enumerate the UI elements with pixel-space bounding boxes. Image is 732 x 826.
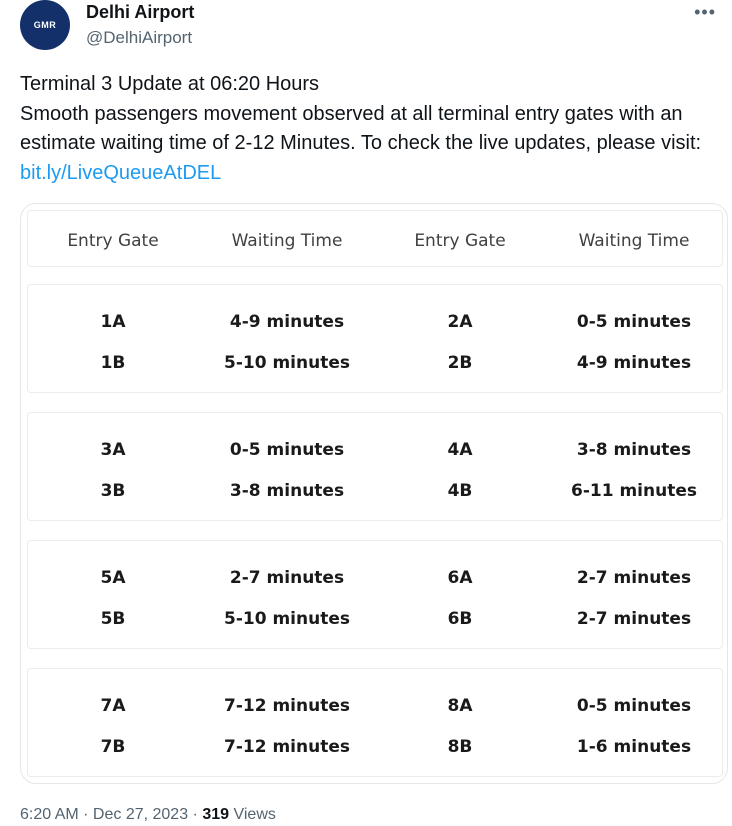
gate-cell: 2B [447,353,473,373]
wait-cell: 3-8 minutes [229,481,345,501]
gate-cell: 8B [447,737,473,757]
wait-cell: 0-5 minutes [576,312,692,332]
tweet-metadata [20,806,276,824]
post-time[interactable]: 6:20 AM [20,806,79,823]
views-label: Views [229,806,276,823]
gate-cell: 1B [100,353,126,373]
gate-cell: 6A [447,568,473,588]
user-handle[interactable]: @DelhiAirport [86,28,193,47]
wait-cell: 0-5 minutes [576,696,692,716]
header-waiting-time: Waiting Time [231,231,343,251]
gate-cell: 7A [100,696,126,716]
display-name[interactable]: Delhi Airport [86,2,195,22]
wait-cell: 7-12 minutes [224,696,350,716]
gate-group [27,540,723,649]
wait-cell: 6-11 minutes [571,481,697,501]
gate-group [27,668,723,777]
wait-cell: 2-7 minutes [576,568,692,588]
tweet-line-2 [20,100,725,189]
wait-cell: 0-5 minutes [229,440,345,460]
more-options-icon[interactable]: ••• [694,2,716,22]
wait-cell: 4-9 minutes [576,353,692,373]
gate-cell: 3B [100,481,126,501]
wait-cell: 5-10 minutes [224,353,350,373]
gate-cell: 7B [100,737,126,757]
post-date[interactable]: Dec 27, 2023 [92,806,189,823]
wait-cell: 4-9 minutes [229,312,345,332]
gate-cell: 2A [447,312,473,332]
tweet-body: Smooth passengers movement observed at all terminal entry gates with an estimate waiting time of 2-12 Minutes. To check the live updates, please visit: [20,102,702,154]
table-header [27,210,723,267]
gate-group [27,284,723,393]
gate-cell: 4A [447,440,473,460]
wait-time-image[interactable] [20,203,728,784]
avatar[interactable] [20,0,70,50]
wait-cell: 5-10 minutes [224,609,350,629]
gmr-logo: GMR [33,20,57,30]
gate-group [27,412,723,521]
wait-cell: 1-6 minutes [576,737,692,757]
wait-cell: 2-7 minutes [576,609,692,629]
header-waiting-time: Waiting Time [578,231,690,251]
tweet-line-1: Terminal 3 Update at 06:20 Hours [20,73,320,95]
wait-cell: 7-12 minutes [224,737,350,757]
gate-cell: 3A [100,440,126,460]
gate-cell: 4B [447,481,473,501]
header-entry-gate: Entry Gate [414,231,506,251]
gate-cell: 5B [100,609,126,629]
gate-cell: 6B [447,609,473,629]
wait-cell: 3-8 minutes [576,440,692,460]
separator: · [188,806,203,823]
separator: · [78,806,93,823]
header-entry-gate: Entry Gate [67,231,159,251]
views-count[interactable]: 319 [202,806,230,823]
tweet-text [20,70,725,188]
wait-cell: 2-7 minutes [229,568,345,588]
gate-cell: 5A [100,568,126,588]
live-queue-link[interactable]: bit.ly/LiveQueueAtDEL [20,161,222,184]
gate-cell: 1A [100,312,126,332]
gate-cell: 8A [447,696,473,716]
